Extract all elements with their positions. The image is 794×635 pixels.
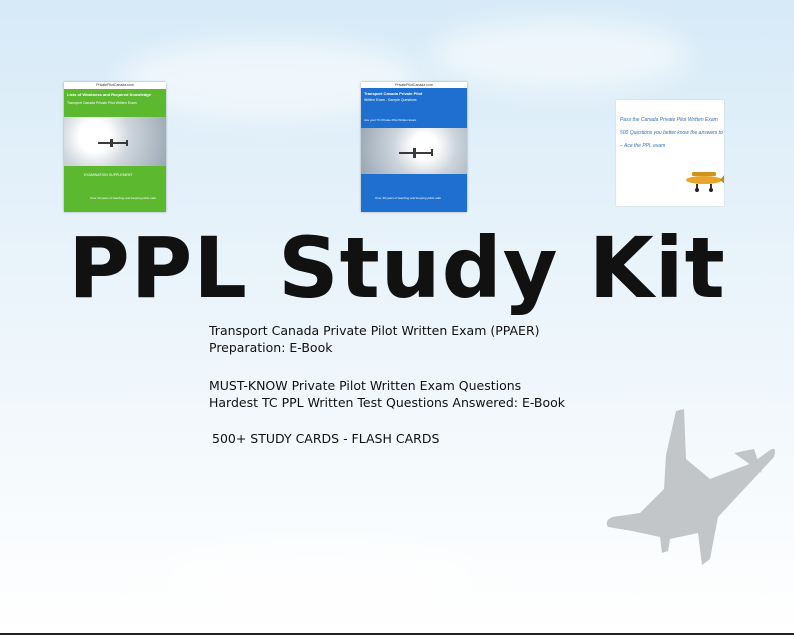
cover-site-name: PrivatePilotCanada.com (395, 83, 433, 87)
product-line: MUST-KNOW Private Pilot Written Exam Questions (209, 378, 522, 393)
cover-heading: Lists of Weakness and Required Knowledge (67, 92, 151, 97)
airliner-silhouette-icon (606, 409, 782, 573)
cover-text: Pass the Canada Private Pilot Written Exam 500 Questions you better know the answers to – Ace the PPL exam (620, 117, 723, 149)
cover-subheading: Written Exam - Sample Questions (364, 98, 417, 102)
ebook-cover-examination-supplement (64, 82, 166, 212)
cover-footer-band (361, 174, 467, 212)
product-line: Preparation: E-Book (209, 340, 333, 355)
cover-heading: Transport Canada Private Pilot (364, 91, 423, 96)
page-title: PPL Study Kit (68, 219, 726, 317)
cover-footer-band (64, 166, 166, 212)
flash-cards-cover (616, 100, 724, 206)
cover-tagline: Over 40 years of teaching and keeping pilots safe (90, 196, 156, 200)
airplane-icon (682, 166, 724, 194)
product-ebook-preparation (209, 322, 540, 356)
cover-blurb: Ace your TC Private Pilot Written Exam (364, 118, 417, 122)
product-line: Transport Canada Private Pilot Written Exam (PPAER) (209, 323, 540, 338)
product-ebook-questions (209, 377, 565, 411)
background-cloud (430, 20, 690, 90)
cover-header-band (64, 89, 166, 117)
ebook-cover-sample-questions (361, 82, 467, 212)
product-flash-cards: 500+ STUDY CARDS - FLASH CARDS (212, 431, 440, 446)
cover-tagline: Over 40 years of teaching and keeping pilots safe (375, 196, 441, 200)
cover-header-band (361, 88, 467, 128)
cover-site-name: PrivatePilotCanada.com (96, 83, 134, 87)
background-cloud (150, 540, 490, 610)
airplane-icon (94, 137, 134, 149)
cover-sky-image (361, 128, 467, 174)
airplane-icon (395, 146, 439, 160)
product-line: Hardest TC PPL Written Test Questions Answered: E-Book (209, 395, 566, 410)
cover-sky-image (64, 117, 166, 166)
cover-label: EXAMINATION SUPPLEMENT (84, 173, 133, 177)
cover-subheading: Transport Canada Private Pilot Written Exam (67, 101, 137, 105)
